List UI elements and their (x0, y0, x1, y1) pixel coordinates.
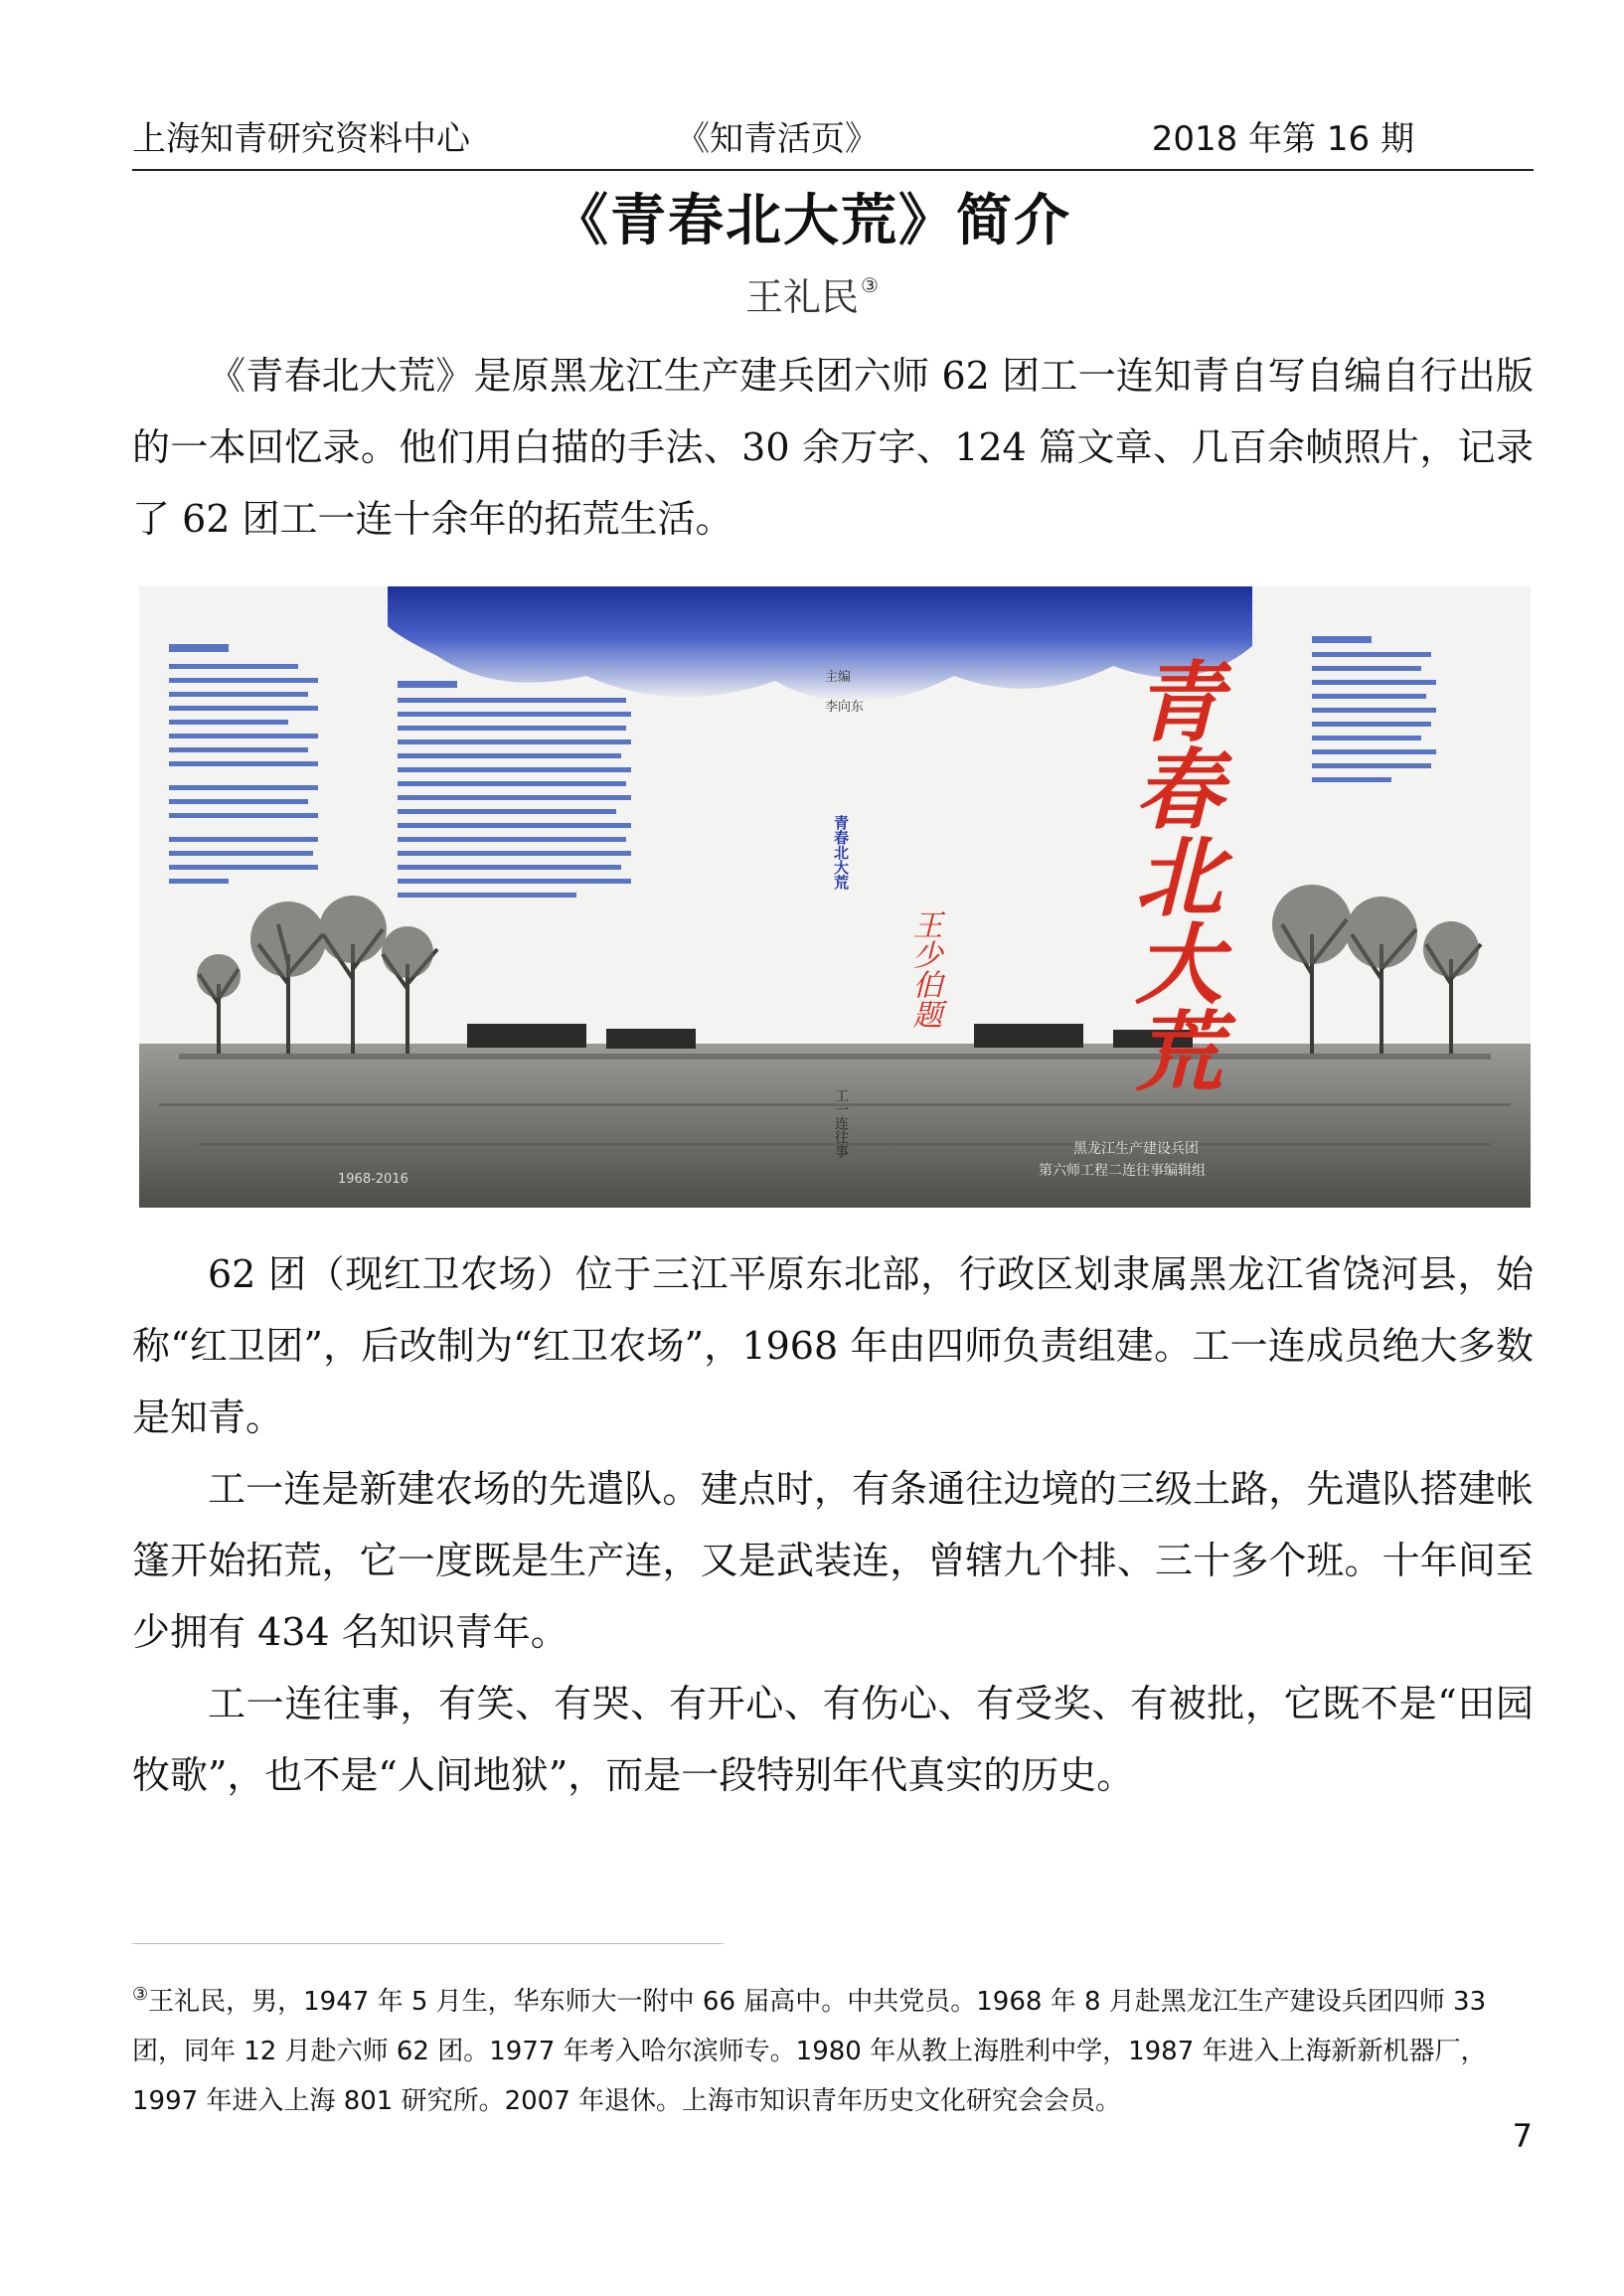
book-cover-image (139, 586, 1531, 1208)
footnote-mark: ③ (132, 1984, 149, 2005)
spine-subtitle: 工一连往事 (833, 1088, 849, 1158)
paragraph: 《青春北大荒》是原黑龙江生产建兵团六师 62 团工一连知青自写自编自行出版的一本回忆录。他们用白描的手法、30 余万字、124 篇文章、几百余帧照片，记录了 62 团工一连十余年的拓荒生活。 (132, 354, 1534, 541)
header-issue: 2018 年第 16 期 (1151, 119, 1414, 159)
author-footnote-mark: ③ (861, 273, 879, 297)
paragraph: 62 团（现红卫农场）位于三江平原东北部，行政区划隶属黑龙江省饶河县，始称“红卫团”，后改制为“红卫农场”，1968 年由四师负责组建。工一连成员绝大多数是知青。 (132, 1252, 1534, 1439)
cover-title-calligraphy: 青春北大荒 (1121, 656, 1224, 1093)
paragraph: 工一连往事，有笑、有哭、有开心、有伤心、有受奖、有被批，它既不是“田园牧歌”，也不是“人间地狱”，而是一段特别年代真实的历史。 (132, 1682, 1534, 1797)
inscription: 王少伯题 (906, 909, 942, 1029)
publisher-line-2: 第六师工程二连往事编辑组 (1039, 1163, 1206, 1179)
author-name: 王礼民 (745, 275, 860, 319)
footnote (132, 1970, 1534, 2126)
main-section (132, 1238, 1534, 1811)
article-author (0, 266, 1624, 321)
article-title: 《青春北大荒》简介 (553, 189, 1071, 253)
footnote-divider (132, 1943, 724, 1944)
page-header (132, 109, 1534, 165)
header-publication: 《知青活页》 (676, 119, 879, 159)
spine-title: 青春北大荒 (832, 815, 850, 890)
intro-section (132, 340, 1534, 555)
footnote-text: 王礼民，男，1947 年 5 月生，华东师大一附中 66 届高中。中共党员。1968 年 8 月赴黑龙江生产建设兵团四师 33 团，同年 12 月赴六师 62 团。1977 年考入哈尔滨师专。1980 年从教上海胜利中学，1987 年进入上海新新机器厂，1997 年进入上海 801 研究所。2007 年退休。上海市知识青年历史文化研究会会员。 (132, 1987, 1487, 2116)
header-divider (132, 169, 1534, 171)
editor-name: 李向东 (825, 700, 865, 715)
cover-years: 1968-2016 (338, 1172, 408, 1187)
paragraph: 工一连是新建农场的先遣队。建点时，有条通往边境的三级土路，先遣队搭建帐篷开始拓荒，它一度既是生产连，又是武装连，曾辖九个排、三十多个班。十年间至少拥有 434 名知识青年。 (132, 1467, 1534, 1654)
publisher-line-1: 黑龙江生产建设兵团 (1073, 1141, 1199, 1157)
header-organization: 上海知青研究资料中心 (132, 119, 470, 159)
editor-label: 主编 (825, 670, 852, 685)
page-number: 7 (1512, 2117, 1533, 2155)
